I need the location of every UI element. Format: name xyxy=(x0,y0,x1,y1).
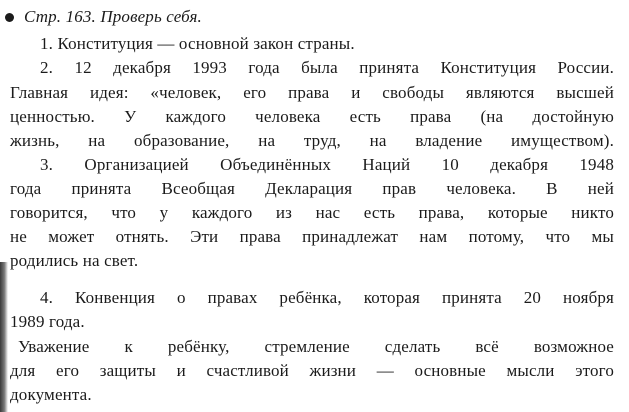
paragraph-4-line-3: Уважение к ребёнку, стремление сделать всё возможное xyxy=(18,337,614,356)
paragraph-2-line-2: Главная идея: «человек, его права и свободы являются высшей xyxy=(10,83,614,102)
paragraph-1-line-1: 1. Конституция — основной закон страны. xyxy=(40,34,355,53)
paragraph-4-line-2: 1989 года. xyxy=(10,312,85,331)
paragraph-2-line-3: ценностью. У каждого человека есть права (на достойную xyxy=(10,107,614,126)
bullet-icon xyxy=(5,13,14,22)
section-header xyxy=(0,6,202,28)
header-title: Стр. 163. Проверь себя. xyxy=(24,7,202,26)
paragraph-4-line-4: для его защиты и счастливой жизни — основные мысли этого xyxy=(10,361,614,380)
paragraph-4-line-5: документа. xyxy=(10,385,92,404)
paragraph-3-line-3: говорится, что у каждого из нас есть права, которые никто xyxy=(10,203,614,222)
paragraph-2-line-1: 2. 12 декабря 1993 года была принята Конституция России. xyxy=(40,58,614,77)
paragraph-3-line-2: года принята Всеобщая Декларация прав человека. В ней xyxy=(10,179,614,198)
paragraph-3-line-1: 3. Организацией Объединённых Наций 10 декабря 1948 xyxy=(40,155,614,174)
paragraph-3-line-4: не может отнять. Эти права принадлежат нам потому, что мы xyxy=(10,227,614,246)
scan-edge-shadow xyxy=(0,262,8,412)
paragraph-4-line-1: 4. Конвенция о правах ребёнка, которая принята 20 ноября xyxy=(40,288,614,307)
paragraph-3-line-5: родились на свет. xyxy=(10,251,139,270)
paragraph-2-line-4: жизнь, на образование, на труд, на владение имуществом). xyxy=(10,131,614,150)
